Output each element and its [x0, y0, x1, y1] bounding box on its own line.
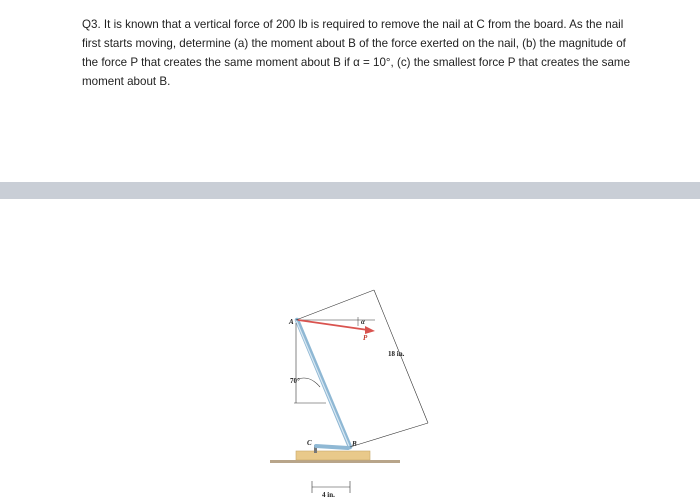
crowbar-figure: [250, 275, 440, 500]
label-angle: 70°: [290, 377, 300, 385]
figure-svg: [250, 275, 440, 500]
claw: [316, 446, 348, 448]
label-4in: 4 in.: [322, 491, 335, 499]
dim-line-top: [296, 290, 374, 320]
label-p: P: [363, 334, 368, 342]
force-p-arrowhead: [365, 326, 375, 334]
handle-highlight: [296, 320, 349, 446]
label-b: B: [352, 440, 357, 448]
label-c: C: [307, 439, 312, 447]
label-a: A: [289, 318, 294, 326]
board: [296, 451, 370, 460]
label-alpha: α: [361, 318, 365, 326]
question-text: Q3. It is known that a vertical force of 200 lb is required to remove the nail at C from the board. As the nail first starts moving, determine (a) the moment about B of the force exerted on the nail, (b) the magnitude of the force P that creates the same moment about B if α = 10°, (c) the smallest force P that creates the same moment about B.: [82, 18, 631, 88]
angle-arc: [298, 378, 320, 387]
force-p-arrow: [298, 320, 368, 330]
dim-ext-b: [350, 423, 428, 447]
divider-bar: [0, 182, 700, 199]
label-18in: 18 in.: [388, 350, 405, 358]
ground: [270, 460, 400, 463]
